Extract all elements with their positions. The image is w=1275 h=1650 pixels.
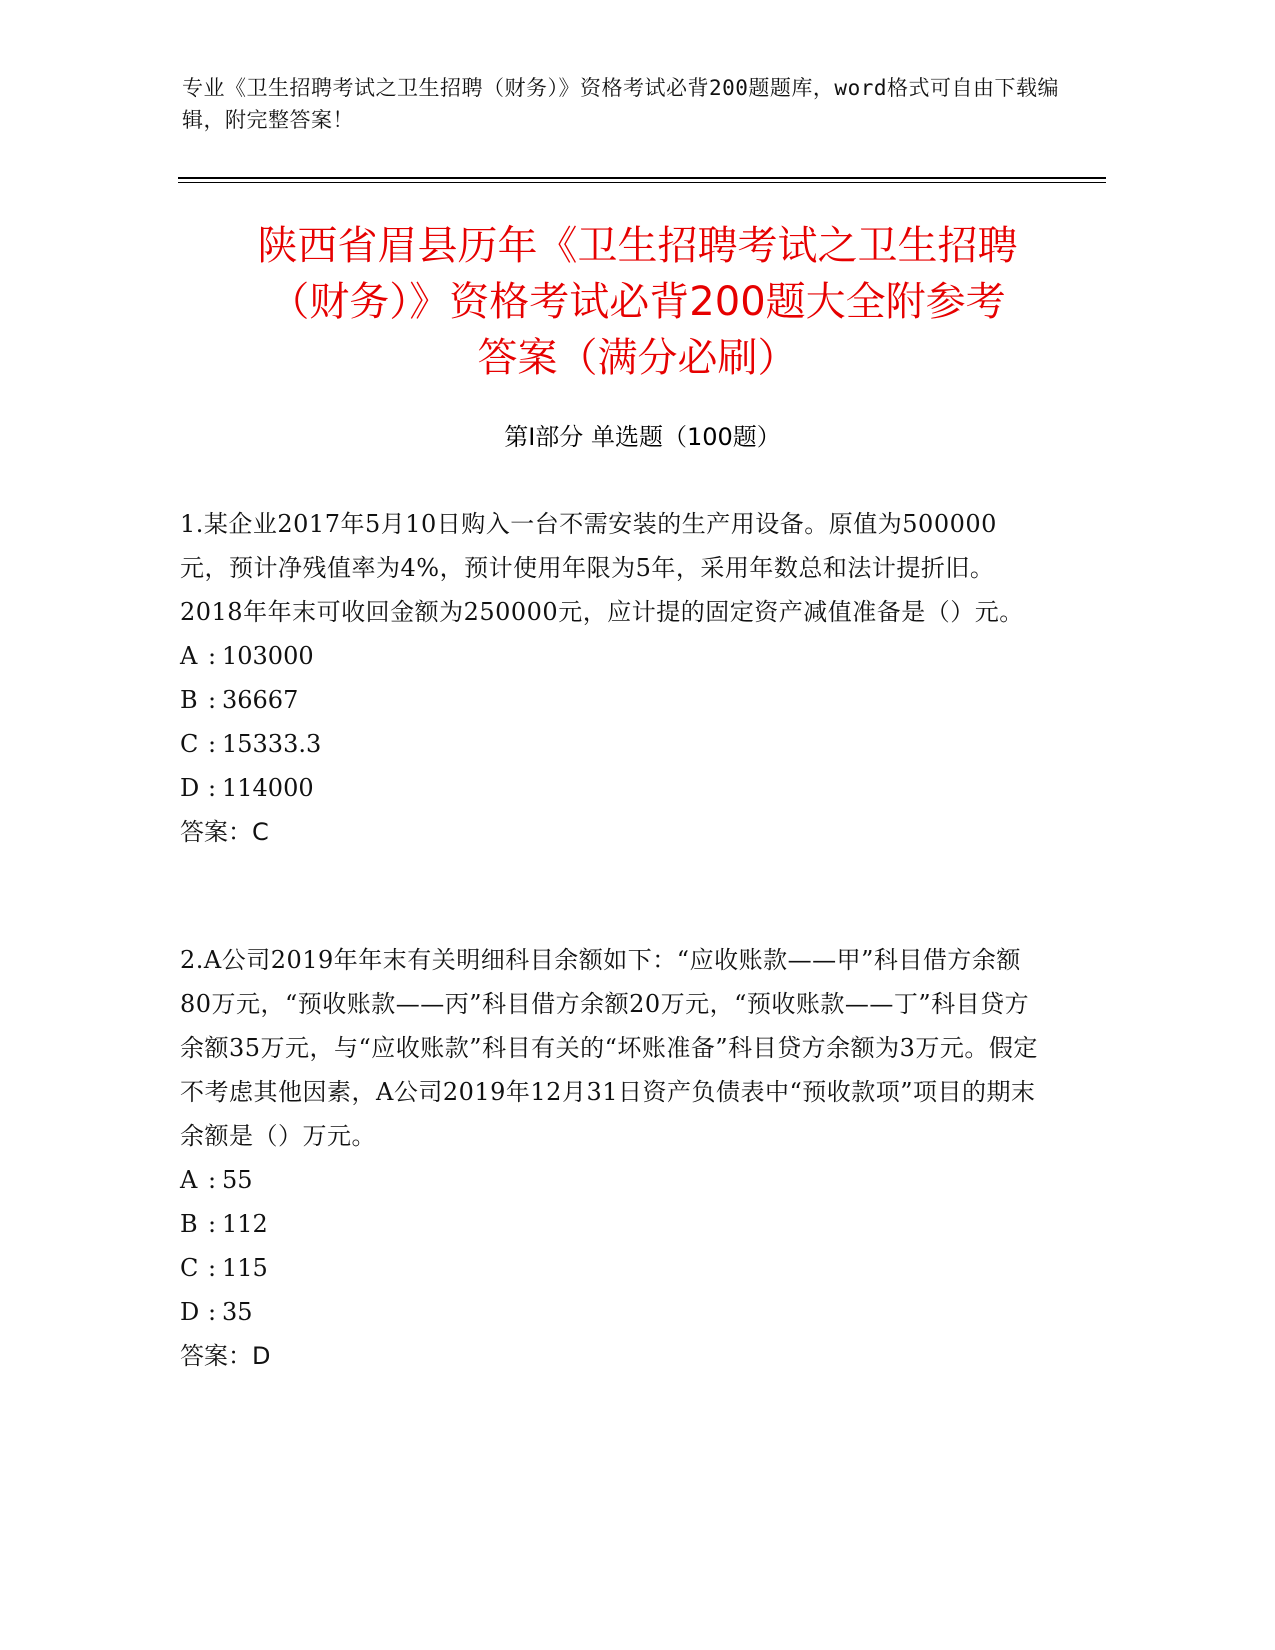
option-letter: C	[180, 1254, 199, 1282]
header-rule-thick	[178, 177, 1106, 179]
answer-line: 答案：C	[180, 818, 269, 846]
option-letter: A	[180, 1166, 198, 1194]
question-item	[180, 938, 1040, 1378]
document-title	[170, 218, 1105, 386]
question-stem: 1.某企业2017年5月10日购入一台不需安装的生产用设备。原值为500000元，预计净残值率为4%，预计使用年限为5年，采用年数总和法计提折旧。2018年年末可收回金额为250000元，应计提的固定资产减值准备是（）元。	[180, 510, 1024, 626]
option-letter: B	[180, 686, 198, 714]
option-separator: :	[208, 1210, 217, 1238]
option-letter: B	[180, 1210, 198, 1238]
header-rule-thin	[178, 182, 1106, 183]
title-line-1: 陕西省眉县历年《卫生招聘考试之卫生招聘	[257, 223, 1018, 269]
question-stem: 2.A公司2019年年末有关明细科目余额如下：“应收账款——甲”科目借方余额80万元，“预收账款——丙”科目借方余额20万元，“预收账款——丁”科目贷方余额35万元，与“应收账款”科目有关的“坏账准备”科目贷方余额为3万元。假定不考虑其他因素，A公司2019年12月31日资产负债表中“预收款项”项目的期末余额是（）万元。	[180, 946, 1038, 1150]
option-separator: :	[208, 642, 217, 670]
option-text: 55	[222, 1166, 253, 1194]
option-row	[180, 722, 1040, 766]
section-heading: 第Ⅰ部分 单选题（100题）	[504, 423, 781, 451]
option-row	[180, 1246, 1040, 1290]
option-separator: :	[208, 774, 217, 802]
option-row	[180, 678, 1040, 722]
option-separator: :	[208, 686, 217, 714]
option-letter: A	[180, 642, 198, 670]
option-text: 35	[222, 1298, 253, 1326]
option-letter: C	[180, 730, 199, 758]
title-line-2: （财务）》资格考试必背200题大全附参考	[269, 279, 1006, 325]
option-text: 112	[222, 1210, 268, 1238]
option-row	[180, 1290, 1040, 1334]
option-text: 15333.3	[222, 730, 322, 758]
option-text: 36667	[222, 686, 299, 714]
title-line-3: 答案（满分必刷）	[477, 335, 798, 381]
option-row	[180, 634, 1040, 678]
header-note: 专业《卫生招聘考试之卫生招聘（财务）》资格考试必背200题题库，word格式可自由下载编辑，附完整答案！	[182, 76, 1059, 132]
option-separator: :	[208, 1298, 217, 1326]
option-row	[180, 1158, 1040, 1202]
option-row	[180, 1202, 1040, 1246]
question-item	[180, 502, 1040, 854]
option-separator: :	[208, 730, 217, 758]
option-text: 103000	[222, 642, 314, 670]
option-text: 115	[222, 1254, 268, 1282]
option-letter: D	[180, 1298, 200, 1326]
option-letter: D	[180, 774, 200, 802]
option-separator: :	[208, 1166, 217, 1194]
answer-line: 答案：D	[180, 1342, 271, 1370]
option-row	[180, 766, 1040, 810]
option-text: 114000	[222, 774, 314, 802]
option-separator: :	[208, 1254, 217, 1282]
